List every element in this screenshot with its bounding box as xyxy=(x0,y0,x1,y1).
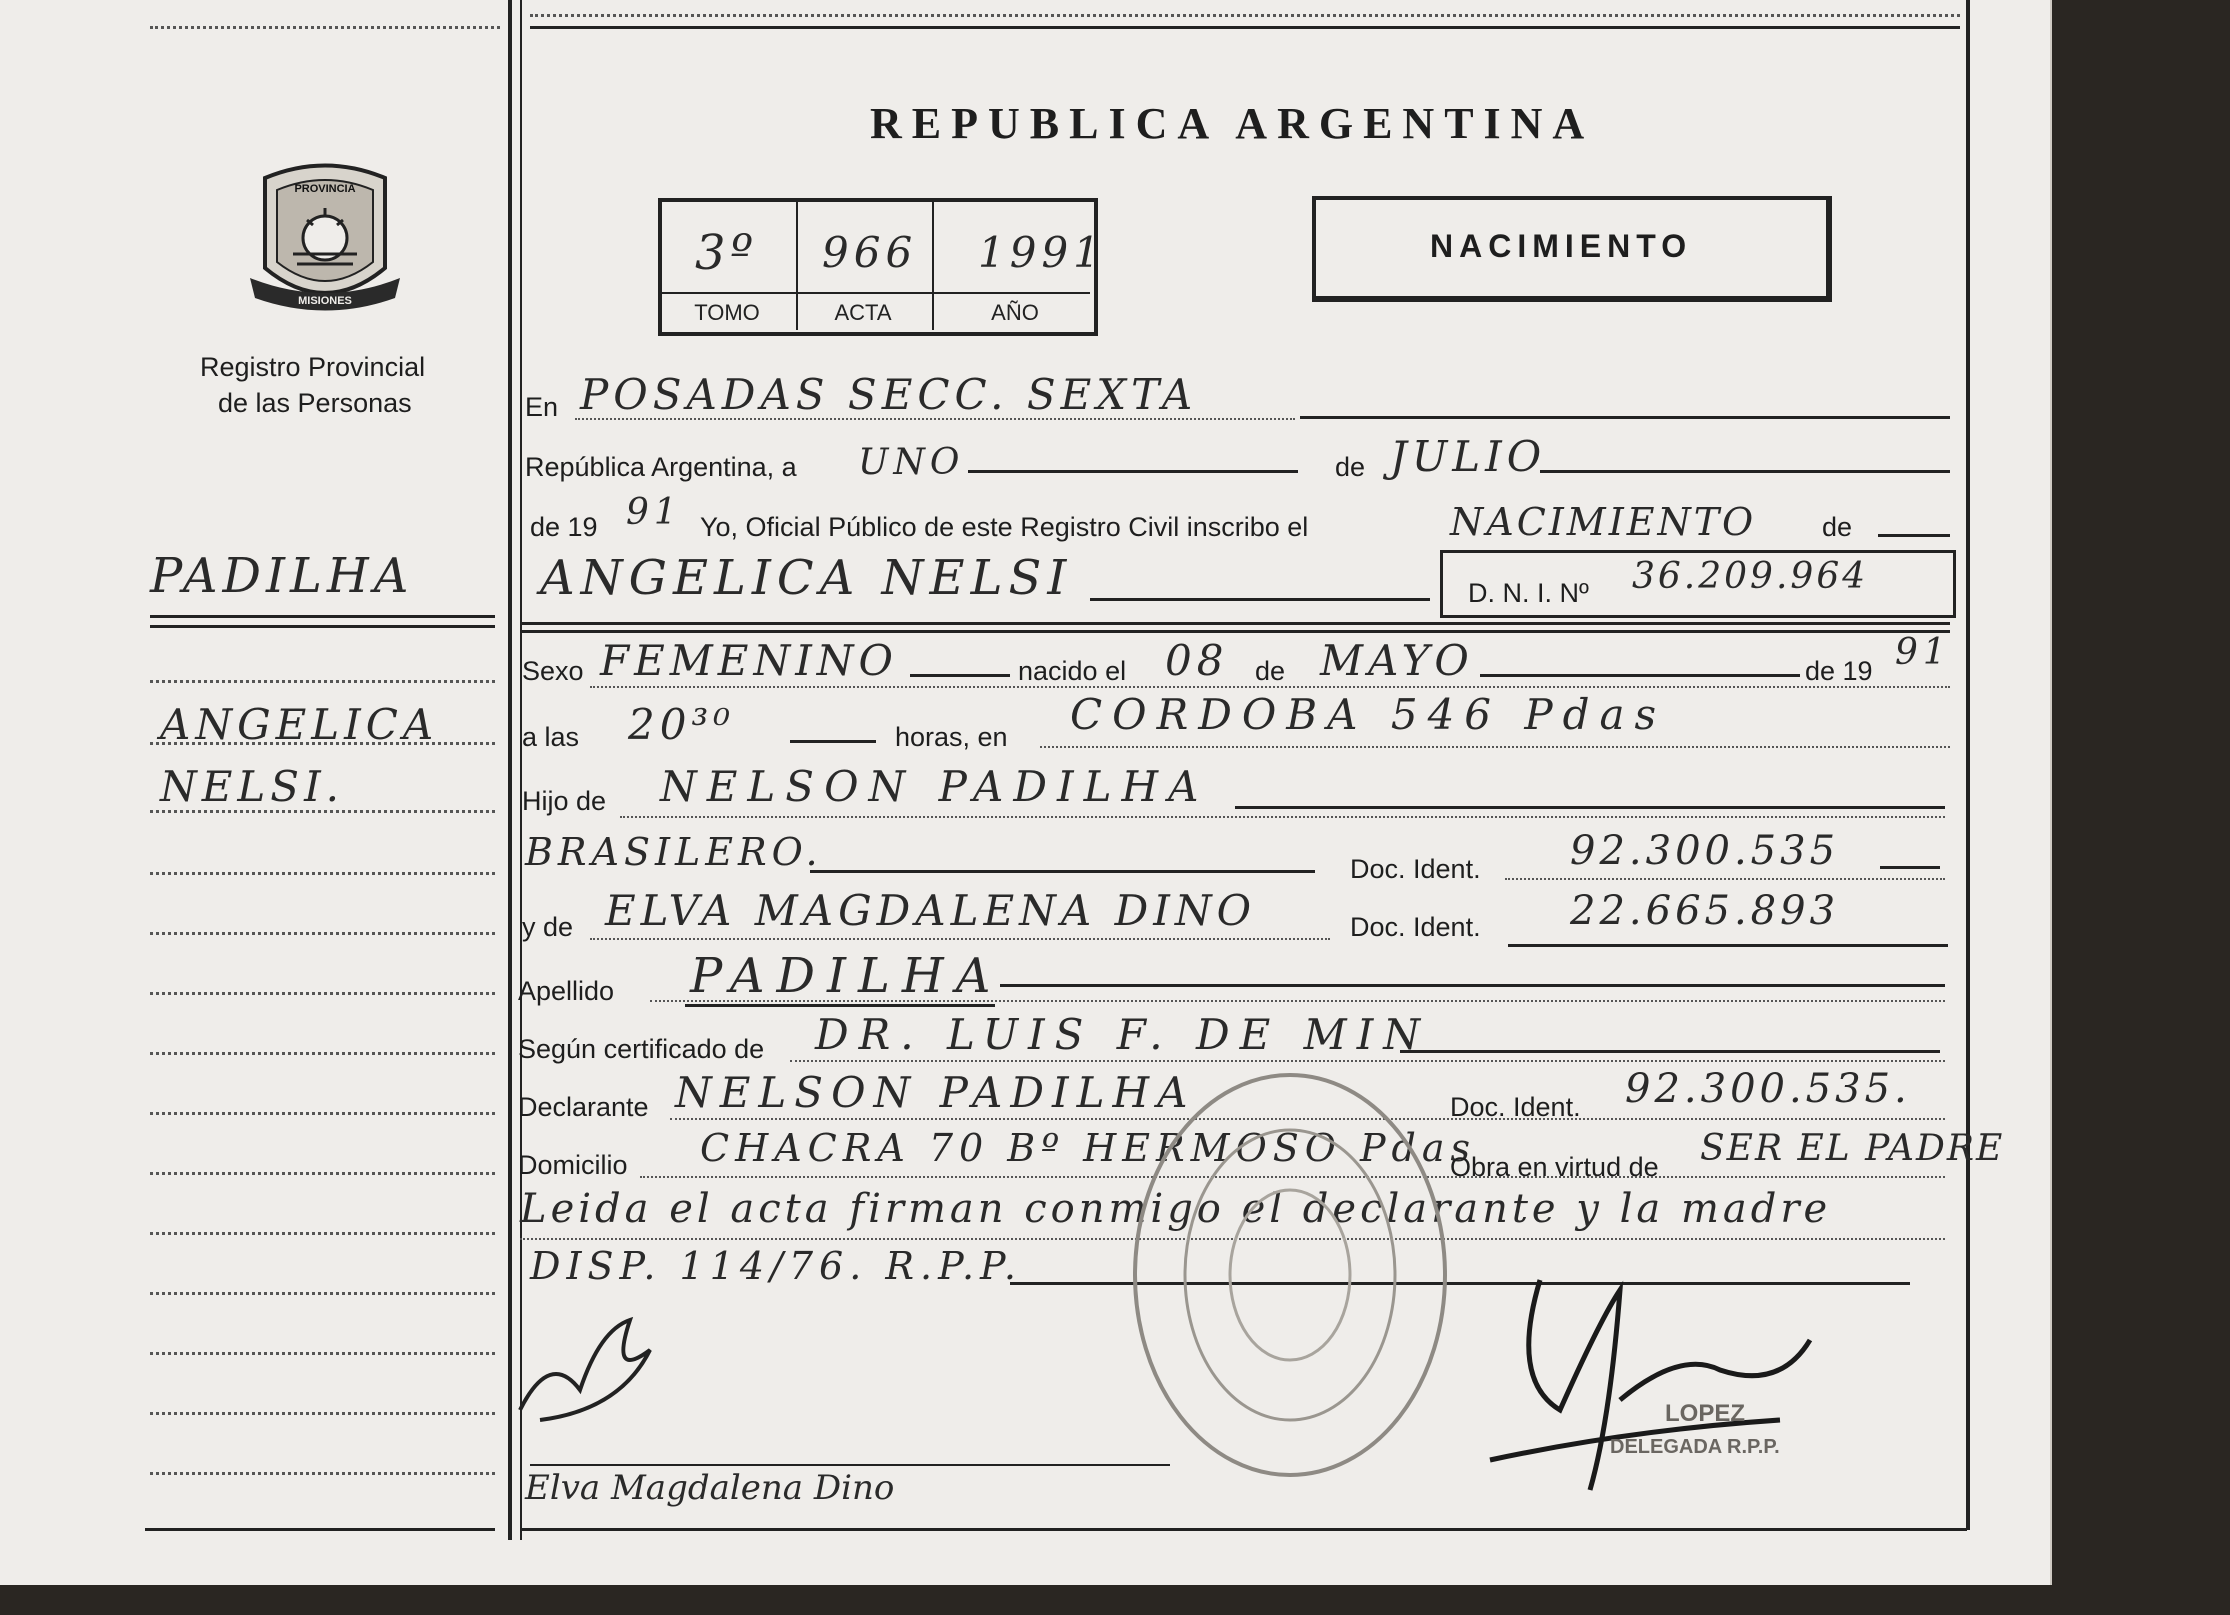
mother-value: ELVA MAGDALENA DINO xyxy=(605,886,1257,935)
section-rule xyxy=(522,630,1950,633)
svg-text:PROVINCIA: PROVINCIA xyxy=(294,183,356,195)
mother-doc-value: 22.665.893 xyxy=(1570,888,1840,934)
hijo-label: Hijo de xyxy=(522,786,607,816)
registry-box-rule xyxy=(662,292,1090,294)
registry-office-line1: Registro Provincial xyxy=(200,352,426,382)
sidebar-dotted-line xyxy=(150,1172,495,1175)
de-label-3: de xyxy=(1255,656,1286,686)
sidebar-given-name-1: ANGELICA xyxy=(160,700,439,749)
fill-line xyxy=(1400,1050,1940,1053)
sidebar-dotted-line xyxy=(150,742,495,745)
fill-line xyxy=(590,938,1330,940)
section-rule xyxy=(522,622,1950,625)
anio-value: 1991 xyxy=(978,228,1105,277)
sex-value: FEMENINO xyxy=(600,636,898,685)
officer-stamp-title: DELEGADA R.P.P. xyxy=(1610,1436,1780,1458)
apellido-value: PADILHA xyxy=(690,948,1003,1004)
sidebar-dotted-line xyxy=(150,1052,495,1055)
year-suffix-value: 91 xyxy=(626,492,682,533)
fill-line xyxy=(1880,866,1940,869)
sidebar-dotted-line xyxy=(150,1472,495,1475)
year-prefix-label: de 19 xyxy=(530,512,598,542)
sidebar-surname-underline xyxy=(150,615,495,618)
birth-month-value: MAYO xyxy=(1320,636,1474,685)
obra-label: Obra en virtud de xyxy=(1450,1152,1659,1182)
form-bottom-line xyxy=(522,1528,1967,1531)
declarante-value: NELSON PADILHA xyxy=(675,1068,1196,1117)
fill-line xyxy=(1235,806,1945,809)
birth-year-suffix-value: 91 xyxy=(1895,632,1951,673)
registry-type-label: NACIMIENTO xyxy=(1430,228,1693,264)
birth-place-value: CORDOBA 546 Pdas xyxy=(1070,690,1667,739)
misiones-seal-icon xyxy=(245,158,405,323)
acta-value: 966 xyxy=(822,228,918,277)
sidebar-dotted-line xyxy=(150,932,495,935)
officer-stamp-name: LOPEZ xyxy=(1665,1400,1746,1427)
sidebar-dotted-line xyxy=(150,1412,495,1415)
fill-line xyxy=(1000,984,1945,987)
fill-line xyxy=(1090,598,1430,601)
a-las-label: a las xyxy=(522,722,580,752)
form-top-dotted-line xyxy=(530,14,1960,17)
apellido-underline xyxy=(685,1004,995,1007)
fill-line xyxy=(575,418,1295,420)
de19-label: de 19 xyxy=(1805,656,1873,686)
mother-signature: Elva Magdalena Dino xyxy=(525,1468,895,1508)
tomo-label: TOMO xyxy=(694,300,760,325)
fill-line xyxy=(1040,746,1950,748)
form-top-line xyxy=(530,26,1960,29)
fill-line xyxy=(590,686,1950,688)
fill-line xyxy=(650,1000,1945,1002)
fill-line xyxy=(1508,944,1948,947)
place-value: POSADAS SECC. SEXTA xyxy=(580,370,1198,419)
doc-ident-label-1: Doc. Ident. xyxy=(1350,854,1481,884)
sidebar-top-line xyxy=(150,26,500,29)
de-label: de xyxy=(1335,452,1366,482)
sidebar-surname: PADILHA xyxy=(150,548,414,604)
sidebar-bottom-line xyxy=(145,1528,495,1531)
notes-line-1: Leida el acta firman conmigo el declarante y la madre xyxy=(520,1186,1832,1232)
hour-value: 20³⁰ xyxy=(628,700,736,749)
segun-label: Según certificado de xyxy=(518,1034,765,1064)
fill-line xyxy=(910,674,1010,677)
anio-label: AÑO xyxy=(991,300,1039,325)
domicilio-label: Domicilio xyxy=(518,1150,628,1180)
sidebar-dotted-line xyxy=(150,1352,495,1355)
dni-label: D. N. I. Nº xyxy=(1468,578,1589,608)
registry-office-line2: de las Personas xyxy=(218,388,412,418)
father-nationality-value: BRASILERO. xyxy=(525,830,823,874)
country-title: REPUBLICA ARGENTINA xyxy=(870,99,1595,148)
signature-line xyxy=(530,1464,1170,1466)
doctor-value: DR. LUIS F. DE MIN xyxy=(815,1010,1431,1059)
month-value: JULIO xyxy=(1390,432,1547,481)
initials-signature-icon xyxy=(510,1290,680,1440)
sidebar-dotted-line xyxy=(150,1292,495,1295)
officer-signature-icon xyxy=(1480,1260,1820,1540)
sidebar-dotted-line xyxy=(150,1112,495,1115)
obra-value: SER EL PADRE xyxy=(1700,1128,2005,1169)
declarante-doc-value: 92.300.535. xyxy=(1625,1066,1911,1112)
tomo-value: 3º xyxy=(695,225,759,281)
fill-line xyxy=(968,470,1298,473)
yo-text: Yo, Oficial Público de este Registro Civil inscribo el xyxy=(700,512,1309,542)
day-value: UNO xyxy=(858,442,965,483)
sidebar-dotted-line xyxy=(150,872,495,875)
acta-label: ACTA xyxy=(834,300,892,325)
form-right-border xyxy=(1966,0,1970,1530)
father-value: NELSON PADILHA xyxy=(660,762,1209,811)
fill-line xyxy=(1505,878,1945,880)
en-label: En xyxy=(525,392,559,422)
birth-day-value: 08 xyxy=(1165,636,1229,685)
act-type-value: NACIMIENTO xyxy=(1450,500,1757,544)
y-de-label: y de xyxy=(522,912,574,942)
sidebar-given-name-2: NELSI. xyxy=(160,762,345,811)
full-name-value: ANGELICA NELSI xyxy=(540,550,1073,606)
horas-label: horas, en xyxy=(895,722,1008,752)
registry-box-divider xyxy=(932,200,934,330)
registry-stamp-icon xyxy=(1120,1060,1460,1490)
svg-text:MISIONES: MISIONES xyxy=(298,295,352,307)
fill-line xyxy=(810,870,1315,873)
sidebar-dotted-line xyxy=(150,680,495,683)
dni-value: 36.209.964 xyxy=(1632,556,1869,597)
fill-line xyxy=(620,816,1945,818)
sidebar-dotted-line xyxy=(150,992,495,995)
notes-line-2: DISP. 114/76. R.P.P. xyxy=(530,1244,1022,1288)
domicilio-value: CHACRA 70 Bº HERMOSO Pdas xyxy=(700,1126,1477,1170)
doc-ident-label-2: Doc. Ident. xyxy=(1350,912,1481,942)
republica-label: República Argentina, a xyxy=(525,452,797,482)
nacido-label: nacido el xyxy=(1018,656,1127,686)
sexo-label: Sexo xyxy=(522,656,584,686)
declarante-label: Declarante xyxy=(518,1092,649,1122)
fill-line xyxy=(1540,470,1950,473)
fill-line xyxy=(1878,534,1950,537)
sidebar-surname-underline2 xyxy=(150,625,495,628)
sidebar-dotted-line xyxy=(150,1232,495,1235)
de-label-2: de xyxy=(1822,512,1853,542)
fill-line xyxy=(1480,674,1800,677)
apellido-label: Apellido xyxy=(518,976,615,1006)
sidebar-dotted-line xyxy=(150,810,495,813)
father-doc-value: 92.300.535 xyxy=(1570,828,1840,874)
fill-line xyxy=(1300,416,1950,419)
fill-line xyxy=(790,740,876,743)
doc-ident-label-3: Doc. Ident. xyxy=(1450,1092,1581,1122)
